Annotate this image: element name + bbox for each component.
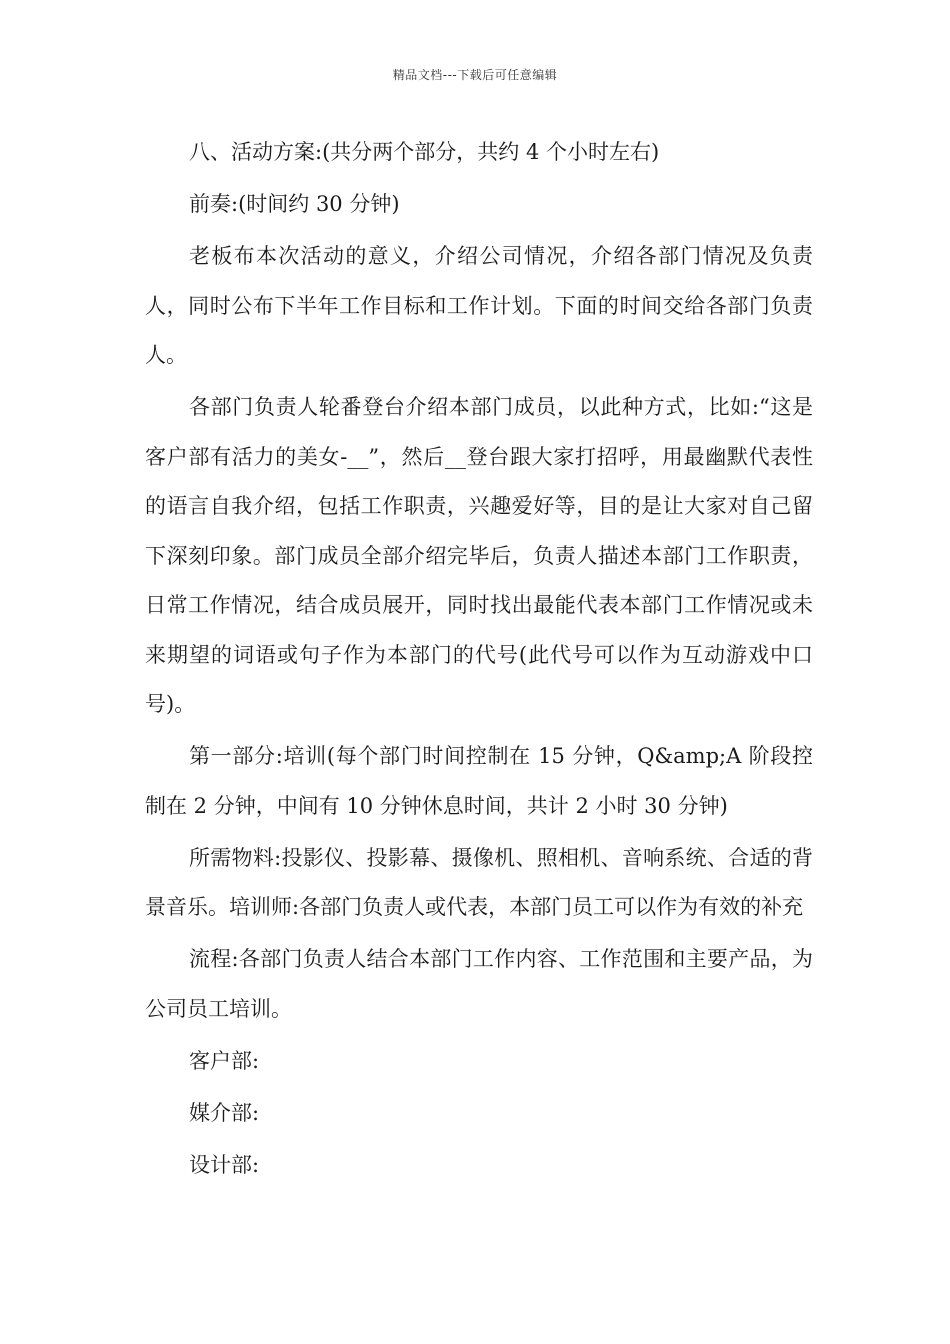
paragraph-boss-intro: 老板布本次活动的意义，介绍公司情况，介绍各部门情况及负责人，同时公布下半年工作目标和工作计划。下面的时间交给各部门负责人。 [145, 244, 813, 367]
paragraph-materials: 所需物料:投影仪、投影幕、摄像机、照相机、音响系统、合适的背景音乐。培训师:各部门负责人或代表，本部门员工可以作为有效的补充 [145, 845, 813, 919]
page-header: 精品文档---下载后可任意编辑 [392, 68, 558, 82]
paragraph-department-intro: 各部门负责人轮番登台介绍本部门成员，以此种方式，比如:“这是客户部有活力的美女-__”，然后__登台跟大家打招呼，用最幽默代表性的语言自我介绍，包括工作职责，兴趣爱好等，目的是让大家对自己留下深刻印象。部门成员全部介绍完毕后，负责人描述本部门工作职责，日常工作情况，结合成员展开，同时找出最能代表本部门工作情况或未来期望的词语或句子作为本部门的代号(此代号可以作为互动游戏中口号)。 [145, 395, 813, 716]
item-design-department: 设计部: [189, 1152, 260, 1177]
document-body [145, 128, 813, 1193]
item-client-department: 客户部: [189, 1048, 260, 1073]
paragraph-process: 流程:各部门负责人结合本部门工作内容、工作范围和主要产品，为公司员工培训。 [145, 947, 813, 1021]
prelude-heading: 前奏:(时间约 30 分钟) [189, 192, 400, 216]
section-heading-activity-plan: 八、活动方案:(共分两个部分，共约 4 个小时左右) [189, 140, 660, 164]
item-media-department: 媒介部: [189, 1100, 260, 1125]
part-one-heading: 第一部分:培训(每个部门时间控制在 15 分钟，Q&amp;A 阶段控制在 2 分钟，中间有 10 分钟休息时间，共计 2 小时 30 分钟) [145, 744, 813, 818]
